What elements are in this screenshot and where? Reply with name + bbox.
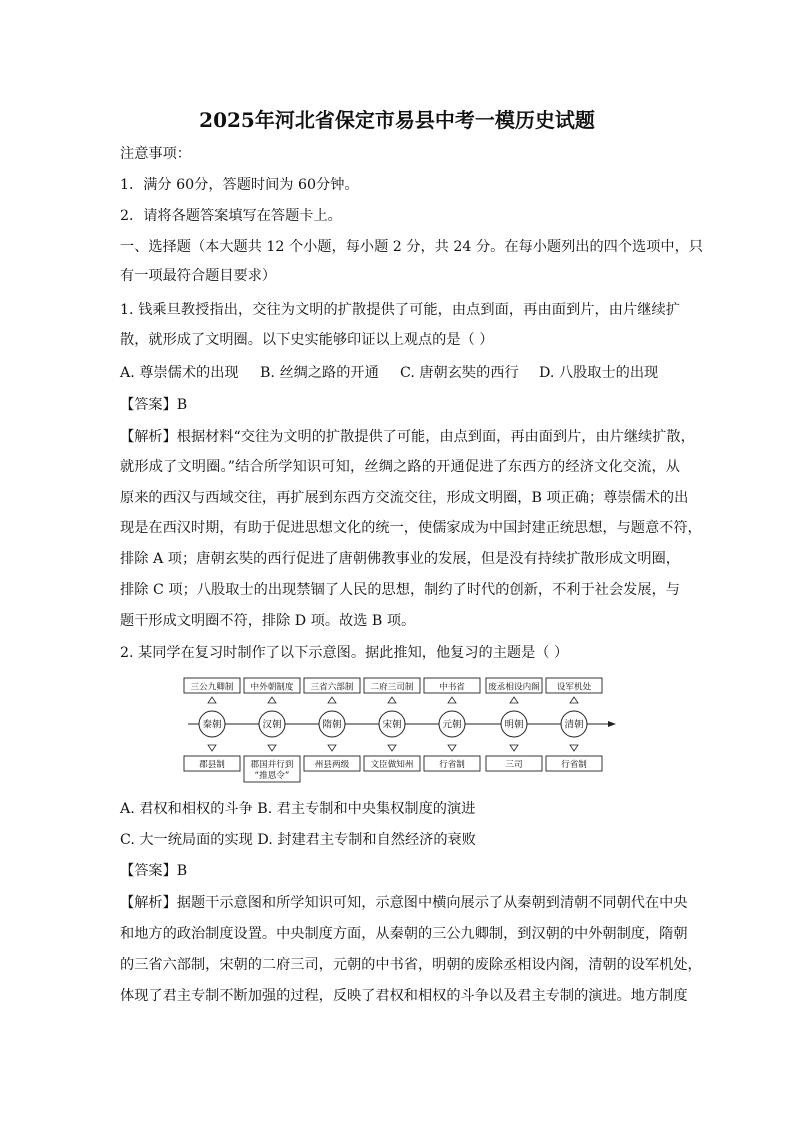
up-triangle-icon	[448, 697, 456, 703]
q2-answer: 【答案】B	[120, 863, 188, 879]
dynasty-label: 汉朝	[262, 719, 282, 731]
central-system-label: 设军机处	[556, 682, 592, 693]
local-system-label: 行省制	[561, 760, 587, 770]
dynasty-label: 宋朝	[382, 719, 402, 731]
down-triangle-icon	[570, 745, 578, 751]
up-triangle-icon	[268, 697, 276, 703]
q2-analysis-line: 的三省六部制，宋朝的二府三司，元朝的中书省，明朝的废除丞相设内阁，清朝的设军机处，	[120, 957, 702, 973]
q1-option-a: A. 尊崇儒术的出现	[120, 365, 239, 381]
central-system-label: 中书省	[439, 682, 465, 693]
q1-analysis-line: 现是在西汉时期，有助于促进思想文化的统一，使儒家成为中国封建正统思想，与题意不符，	[120, 520, 702, 536]
up-triangle-icon	[510, 697, 518, 703]
local-system-label: 三司	[505, 760, 523, 770]
dynasty-label: 隋朝	[322, 719, 342, 731]
local-system-label: “推恩令”	[254, 771, 290, 781]
q1-analysis-line: 排除 A 项；唐朝玄奘的西行促进了唐朝佛教事业的发展，但是没有持续扩散形成文明圈，	[120, 551, 680, 567]
q1-analysis-line: 【解析】根据材料“交往为文明的扩散提供了可能，由点到面，再由面到片，由片继续扩散，	[120, 429, 695, 445]
central-system-label: 三公九卿制	[190, 682, 234, 693]
local-system-label: 郡县制	[199, 760, 225, 770]
q1-stem-line: 1. 钱乘旦教授指出，交往为文明的扩散提供了可能，由点到面，再由面到片，由片继续扩	[120, 302, 680, 318]
document-title: 2025年河北省保定市易县中考一模历史试题	[199, 108, 595, 132]
dynasty-label: 明朝	[504, 719, 524, 731]
local-system-label: 文臣做知州	[370, 760, 414, 770]
central-system-label: 二府三司制	[370, 682, 414, 693]
q1-analysis-line: 就形成了文明圈。”结合所学知识可知，丝绸之路的开通促进了东西方的经济文化交流，从	[120, 459, 680, 475]
q1-answer: 【答案】B	[120, 397, 188, 413]
q2-stem: 2. 某同学在复习时制作了以下示意图。据此推知，他复习的主题是（ ）	[120, 645, 569, 661]
down-triangle-icon	[208, 745, 216, 751]
q1-option-c: C. 唐朝玄奘的西行	[400, 365, 519, 381]
local-system-label: 州县两级	[314, 760, 350, 770]
down-triangle-icon	[510, 745, 518, 751]
up-triangle-icon	[208, 697, 216, 703]
local-system-label: 行省制	[439, 760, 465, 770]
local-system-label: 郡国并行到	[250, 760, 294, 770]
q2-analysis-line: 和地方的政治制度设置。中央制度方面，从秦朝的三公九卿制，到汉朝的中外朝制度，隋朝	[120, 926, 688, 942]
q1-analysis-line: 原来的西汉与西域交往，再扩展到东西方交流交往，形成文明圈，B 项正确；尊崇儒术的出	[120, 490, 689, 506]
timeline-arrow-icon	[608, 721, 616, 727]
notice-heading: 注意事项：	[120, 146, 191, 162]
q1-analysis-line: 排除 C 项；八股取士的出现禁锢了人民的思想，制约了时代的创新，不利于社会发展，与	[120, 582, 680, 598]
central-system-label: 三省六部制	[310, 682, 354, 693]
down-triangle-icon	[328, 745, 336, 751]
dynasty-label: 清朝	[564, 719, 584, 731]
central-system-label: 中外朝制度	[250, 682, 294, 693]
section-heading: 一、选择题（本大题共 12 个小题，每小题 2 分，共 24 分。在每小题列出的四个选项中，只	[120, 239, 703, 255]
q2-options-line: C. 大一统局面的实现 D. 封建君主专制和自然经济的衰败	[120, 832, 476, 848]
q1-analysis-line: 题干形成文明圈不符，排除 D 项。故选 B 项。	[120, 613, 416, 629]
section-heading-continued: 有一项最符合题目要求）	[120, 268, 277, 284]
notice-item: 1．满分 60分，答题时间为 60分钟。	[120, 177, 359, 193]
notice-item: 2．请将各题答案填写在答题卡上。	[120, 208, 342, 224]
dynasty-system-diagram	[180, 674, 620, 788]
q1-option-d: D. 八股取士的出现	[539, 365, 659, 381]
q2-analysis-line: 体现了君主专制不断加强的过程，反映了君权和相权的斗争以及君主专制的演进。地方制度	[120, 988, 688, 1004]
dynasty-label: 元朝	[442, 719, 462, 731]
q1-stem-line: 散，就形成了文明圈。以下史实能够印证以上观点的是（ ）	[120, 332, 494, 348]
dynasty-label: 秦朝	[202, 719, 222, 731]
up-triangle-icon	[328, 697, 336, 703]
q2-options-line: A. 君权和相权的斗争 B. 君主专制和中央集权制度的演进	[120, 801, 476, 817]
q2-analysis-line: 【解析】据题干示意图和所学知识可知，示意图中横向展示了从秦朝到清朝不同朝代在中央	[120, 895, 688, 911]
central-system-label: 废丞相设内阁	[488, 682, 540, 693]
down-triangle-icon	[448, 745, 456, 751]
down-triangle-icon	[388, 745, 396, 751]
q1-option-b: B. 丝绸之路的开通	[260, 365, 379, 381]
down-triangle-icon	[268, 745, 276, 751]
up-triangle-icon	[570, 697, 578, 703]
up-triangle-icon	[388, 697, 396, 703]
